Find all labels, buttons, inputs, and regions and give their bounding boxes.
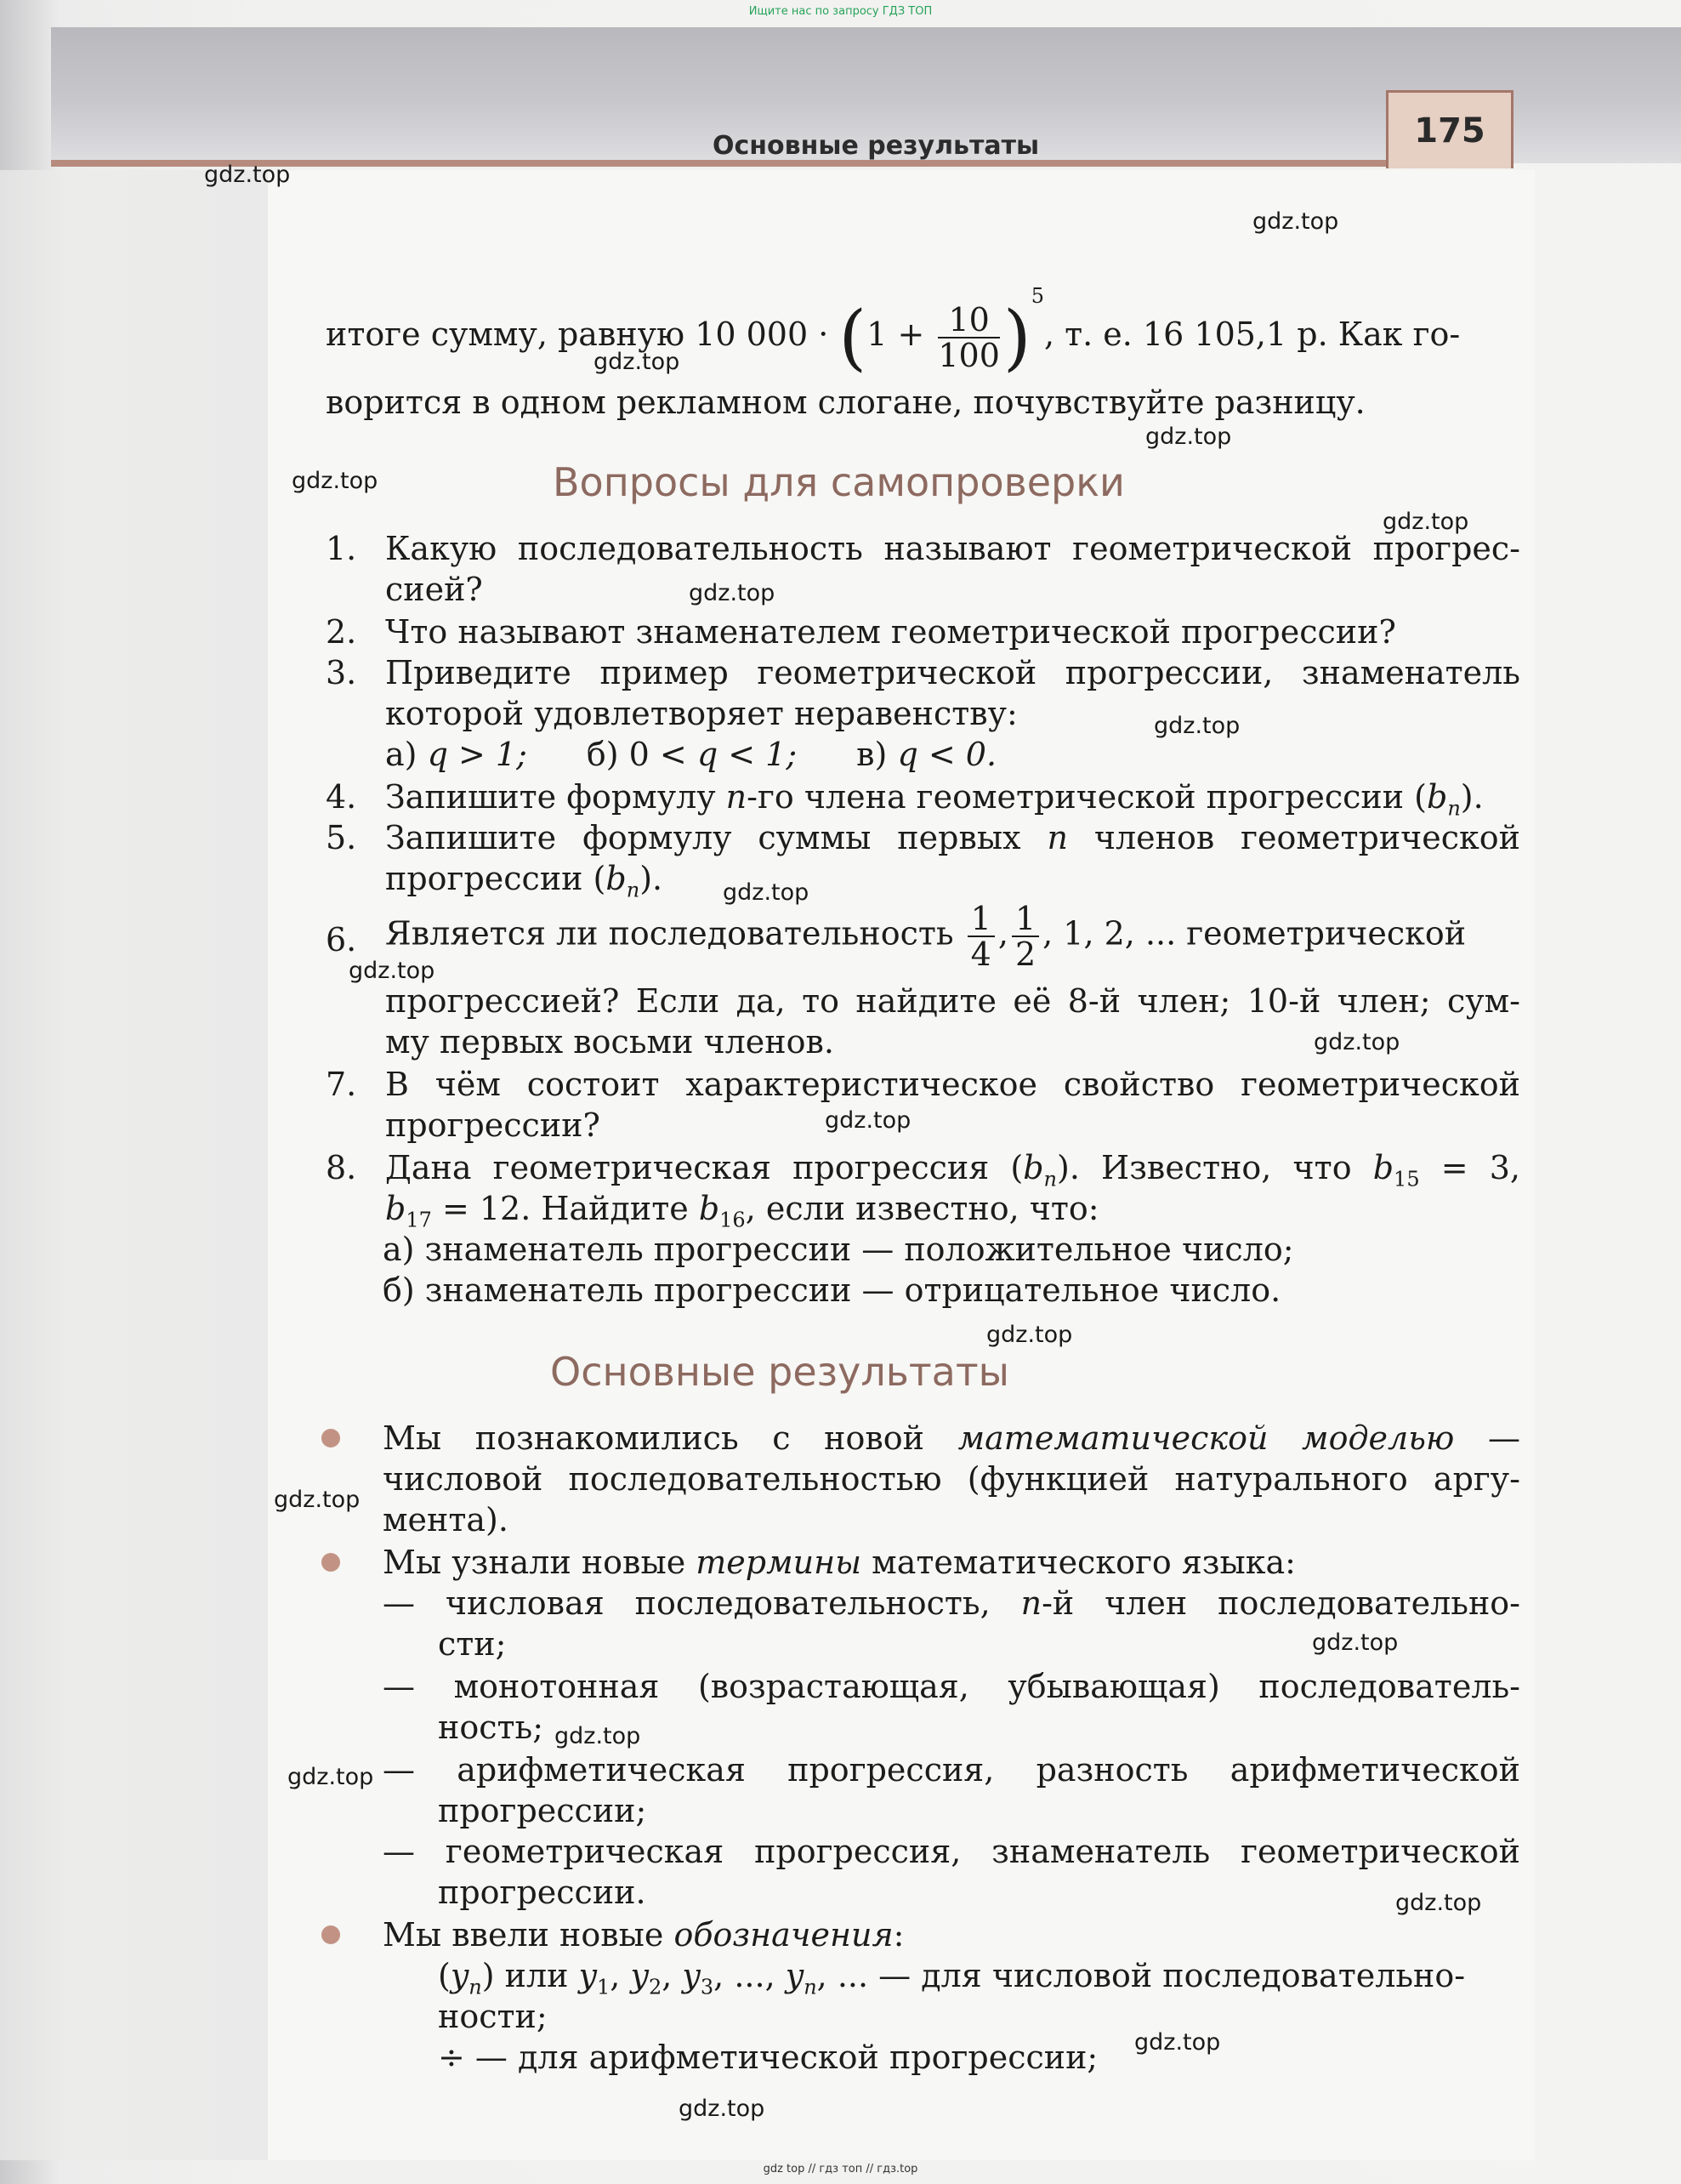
watermark: gdz.top	[1314, 1029, 1400, 1055]
watermark: gdz.top	[723, 879, 809, 906]
term-4-line-1: — геометрическая прогрессия, знаменатель геометрической	[383, 1833, 1520, 1870]
q6-line-2: прогрессией? Если да, то найдите её 8-й член; 10-й член; сум-	[385, 982, 1520, 1020]
q3-line-1: Приведите пример геометрической прогрессии, знаменатель	[385, 654, 1520, 691]
q7-line-2: прогрессии?	[385, 1106, 600, 1144]
notation-line-2: ности;	[438, 1998, 548, 2035]
intro-text-start: итоге сумму, равную 10 000 ·	[326, 316, 839, 353]
q8-line-1: Дана геометрическая прогрессия $(b_n)$. Известно, что $b_{15} = 3$,	[385, 1149, 1520, 1192]
b3-line-1: Мы ввели новые обозначения:	[383, 1916, 905, 1954]
bullet-2	[321, 1553, 340, 1572]
bullet-3	[321, 1925, 340, 1944]
term-1-line-1: — числовая последовательность, n-й член последовательно-	[383, 1584, 1520, 1622]
b1-line-1: Мы познакомились с новой математической моделью —	[383, 1419, 1520, 1457]
q3-number: 3.	[326, 654, 357, 691]
q4-number: 4.	[326, 778, 357, 816]
page-number-tab	[1386, 90, 1513, 168]
q5-line-2: прогрессии $(b_n)$.	[385, 860, 663, 902]
watermark: gdz.top	[825, 1107, 911, 1134]
term-2-line-2: ность;	[438, 1709, 544, 1746]
q4-line: Запишите формулу n-го члена геометрической прогрессии $(b_n)$.	[385, 778, 1484, 821]
q7-line-1: В чём состоит характеристическое свойство геометрической	[385, 1066, 1520, 1103]
q3-line-2: которой удовлетворяет неравенству:	[385, 695, 1018, 732]
term-4-line-2: прогрессии.	[438, 1874, 646, 1911]
watermark: gdz.top	[593, 349, 680, 375]
b1-line-2: числовой последовательностью (функцией натурального аргу-	[383, 1460, 1520, 1498]
q2-line: Что называют знаменателем геометрической прогрессии?	[385, 613, 1396, 651]
left-margin-column	[0, 170, 268, 2160]
notation-line-3: ÷ — для арифметической прогрессии;	[438, 2039, 1099, 2076]
q8-option-b: б) знаменатель прогрессии — отрицательное число.	[383, 1271, 1281, 1309]
fraction-one-half: $\frac{1}{2}$	[1012, 901, 1039, 971]
watermark: gdz.top	[349, 958, 435, 984]
q5-line-1: Запишите формулу суммы первых n членов геометрической	[385, 819, 1520, 856]
fraction-one-quarter: $\frac{1}{4}$	[968, 901, 995, 971]
bullet-1	[321, 1429, 340, 1447]
running-header-title: Основные результаты	[713, 131, 1040, 161]
q1-line-1: Какую последовательность называют геометрической прогрес-	[385, 530, 1520, 567]
exponent: 5	[1031, 284, 1044, 308]
q7-number: 7.	[326, 1066, 357, 1103]
q6-line-3: му первых восьми членов.	[385, 1023, 834, 1061]
term-2-line-1: — монотонная (возрастающая, убывающая) последователь-	[383, 1668, 1520, 1705]
q6-line-1: Является ли последовательность $\frac{1}{4}$ , $\frac{1}{2}$ , 1, 2, ... геометрической	[385, 900, 1467, 973]
page-number: 175	[1414, 111, 1485, 151]
q8-line-2: $b_{17} = 12$. Найдите $b_{16}$, если известно, что:	[385, 1190, 1099, 1232]
term-1-line-2: сти;	[438, 1625, 507, 1663]
b2-line-1: Мы узнали новые термины математического языка:	[383, 1544, 1296, 1581]
footer-banner-link[interactable]: gdz top // гдз топ // гдз.top	[763, 2163, 918, 2175]
q6-number: 6.	[326, 921, 357, 958]
intro-line-1	[326, 276, 1461, 379]
paren-close: )	[1002, 295, 1031, 379]
watermark: gdz.top	[1312, 1629, 1399, 1656]
q8-option-a: а) знаменатель прогрессии — положительное число;	[383, 1231, 1294, 1268]
q1-number: 1.	[326, 530, 357, 567]
one-plus: 1 +	[866, 316, 935, 353]
watermark: gdz.top	[204, 162, 291, 188]
intro-line-2: ворится в одном рекламном слогане, почувствуйте разницу.	[326, 384, 1366, 421]
watermark: gdz.top	[689, 580, 775, 606]
watermark: gdz.top	[1154, 713, 1241, 739]
watermark: gdz.top	[679, 2096, 765, 2122]
top-banner-link[interactable]: Ищите нас по запросу ГДЗ ТОП	[748, 5, 933, 18]
paren-open: (	[838, 295, 867, 379]
q8-number: 8.	[326, 1149, 357, 1186]
watermark: gdz.top	[1145, 424, 1232, 450]
q1-line-2: сией?	[385, 571, 483, 608]
term-3-line-2: прогрессии;	[438, 1792, 647, 1829]
watermark: gdz.top	[287, 1764, 374, 1790]
fraction-ten-hundred: $\frac{10}{100}$	[938, 300, 1000, 374]
watermark: gdz.top	[274, 1487, 361, 1513]
term-3-line-1: — арифметическая прогрессия, разность арифметической	[383, 1751, 1520, 1789]
intro-text-end: , т. е. 16 105,1 р. Как го-	[1043, 316, 1461, 353]
q5-number: 5.	[326, 819, 357, 856]
q2-number: 2.	[326, 613, 357, 651]
notation-line-1: $(y_n)$ или $y_1$, $y_2$, $y_3$, ..., $y_n$, ... — для числовой последовательно-	[438, 1957, 1466, 1999]
self-check-heading: Вопросы для самопроверки	[553, 459, 1125, 505]
results-heading: Основные результаты	[550, 1349, 1009, 1395]
watermark: gdz.top	[1395, 1890, 1482, 1916]
b1-line-3: мента).	[383, 1501, 508, 1538]
q3-options: а) q > 1; б) 0 < q < 1; в) q < 0.	[385, 736, 997, 773]
watermark: gdz.top	[1383, 509, 1469, 535]
watermark: gdz.top	[554, 1723, 641, 1749]
watermark: gdz.top	[292, 468, 378, 494]
watermark: gdz.top	[1252, 208, 1339, 235]
watermark: gdz.top	[986, 1322, 1073, 1348]
watermark: gdz.top	[1134, 2029, 1221, 2056]
